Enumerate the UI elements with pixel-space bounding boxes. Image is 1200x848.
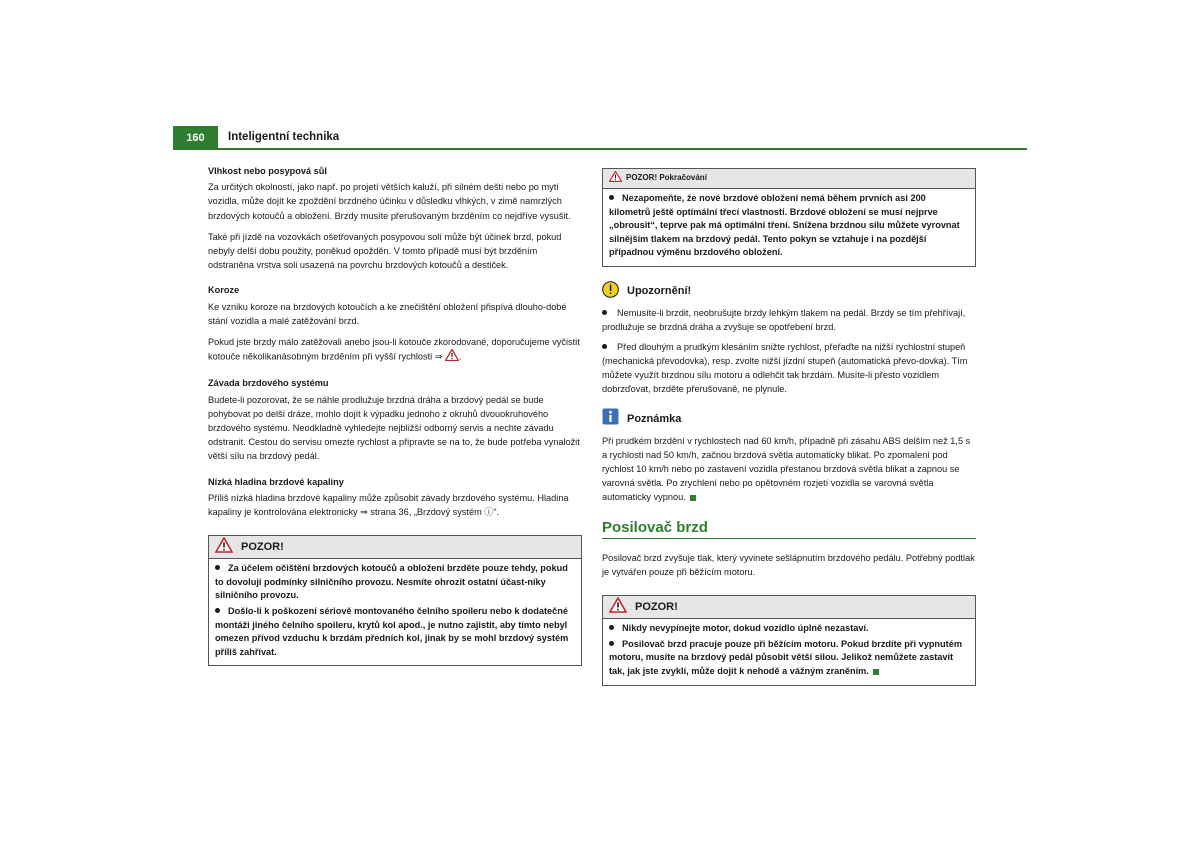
warning-triangle-icon (609, 597, 627, 617)
subheading-corrosion: Koroze (208, 285, 240, 296)
warning-body (603, 619, 975, 684)
paragraph: Budete-li pozorovat, že se náhle prodlužuje brzdná dráha a brzdový pedál se bude pohybovat po delší dráze, mohlo dojít k výpadku jednoho z okruhů dvouokruhového brzdového systému. Neodkladně vyhledejte nejbližší odborný servis a nechte závadu odstranit. Cestou do servisu omezte rychlost a připravte se na to, že bude potřeba vynaložit větší sílu na brzdový pedál. (208, 394, 580, 462)
note-title: Poznámka (627, 412, 682, 425)
note-heading (602, 408, 976, 429)
warning-triangle-icon (215, 537, 233, 557)
list-item: Před dlouhým a prudkým klesáním snižte rychlost, přeřaďte na nižší rychlostní stupeň (mechanická převodovka), resp. zvolte nižší jízdní stupeň (automatická převo-dovka). Tím můžete využít brzdnou sílu motoru a odlehčit tak brzdám. Musíte-li přesto vozidlem dobrzďovat, brzděte přerušovaně, ne plynule. (602, 341, 968, 395)
warning-box-header (209, 536, 581, 559)
warning-triangle-icon (609, 171, 622, 186)
caution-heading (602, 281, 976, 302)
list-item: Posilovač brzd pracuje pouze při běžícím motoru. Pokud brzdíte při vypnutém motoru, musíte na brzdový pedál působit větší silou. Jelikož nemůžete zastavit tak, jak jste zvyklí, může dojít k nehodě a vážným zraněním. (609, 638, 962, 676)
warning-body (209, 559, 581, 665)
page-header (173, 126, 1027, 150)
warning-title: POZOR! (635, 601, 678, 614)
warning-continued-box (602, 168, 976, 267)
paragraph-text: Pokud jste brzdy málo zatěžovali anebo jsou-li kotouče zkorodované, doporučujeme vyčistit kotouče několikanásobným brzděním při vyšší rychlosti ⇒ (208, 337, 580, 362)
list-item: Nezapomeňte, že nové brzdové obložení nemá během prvních asi 200 kilometrů ještě optimální třecí vlastnosti. Brzdové obložení se musí nejprve „obrousit“, teprve pak má optimální tření. Snížena brzdnou sílu můžete vyrovnat silnějším tlakem na brzdový pedál. Tento pokyn se vztahuje i na pozdější případnou výměnu brzdového obložení. (609, 193, 960, 258)
section-title: Posilovač brzd (602, 521, 976, 539)
left-column (208, 164, 582, 666)
warning-continued-title: POZOR! Pokračování (626, 173, 707, 183)
right-column (602, 168, 976, 686)
note-text: Při prudkém brzdění v rychlostech nad 60 km/h, případně při zásahu ABS delším než 1,5 s a rychlosti nad 50 km/h, začnou brzdová světla automaticky blikat. Po zpomalení pod rychlost 10 km/h nebo po zastavení vozidla přestanou brzdová světla blikat a zapnou se varovná světla. Po zrychlení nebo po opětovném rozjetí vozidla se varovná světla automaticky vypnou. (602, 435, 971, 503)
warning-box-header (603, 596, 975, 619)
warning-box (208, 535, 582, 666)
warning-triangle-icon[interactable] (445, 349, 459, 365)
subheading-moisture: Vlhkost nebo posypová sůl (208, 166, 327, 176)
header-rule (173, 148, 1027, 150)
caution-title: Upozornění! (627, 285, 692, 298)
end-mark-icon (873, 669, 879, 675)
caution-circle-icon (602, 281, 619, 302)
chapter-title: Inteligentní technika (228, 131, 340, 143)
subheading-brake-fluid: Nízká hladina brzdové kapaliny (208, 476, 344, 487)
warning-continued-header (603, 169, 975, 189)
page-number: 160 (173, 126, 218, 149)
warning-title: POZOR! (241, 541, 284, 554)
paragraph: Pokud jste brzdy málo zatěžovali anebo jsou-li kotouče zkorodované, doporučujeme vyčistit kotouče několikanásobným brzděním při vyšší rychlosti ⇒ . (208, 335, 582, 365)
paragraph: Příliš nízká hladina brzdové kapaliny může způsobit závady brzdového systému. Hladina kapaliny je kontrolována elektronicky ⇒ strana 36, „Brzdový systém ⓘ“. (208, 492, 569, 518)
end-mark-icon (690, 495, 696, 501)
paragraph: Ke vzniku koroze na brzdových kotoučích a ke znečištění obložení přispívá dlouho-dobé stání vozidla a malé zatěžování brzd. (208, 301, 567, 326)
warning-body (603, 189, 975, 266)
list-item: Došlo-li k poškození sériově montovaného čelního spoileru nebo k dodatečné montáži jiného čelního spoileru, krytů kol apod., je nutno zajistit, aby tímto nebyl omezen přívod vzduchu k brzdám předních kol, jinak by se mohl brzdový systém příliš zahřívat. (215, 606, 569, 657)
paragraph: Za určitých okolností, jako např. po projetí větších kaluží, při silném dešti nebo po mytí vozidla, může dojít ke zpoždění brzdného účinku v důsledku vlhkých, v zimě namrzlých brzdových kotoučů a obložení. Brzdy musíte přerušovaným brzděním co nejdříve vysušit. (208, 182, 571, 221)
warning-box (602, 595, 976, 685)
list-item: Nemusíte-li brzdit, neobrušujte brzdy lehkým tlakem na pedál. Brzdy se tím přehřívají, prodlužuje se brzdná dráha a zvyšuje se opotřebení brzd. (602, 308, 966, 333)
list-item: Za účelem očištění brzdových kotoučů a obložení brzděte pouze tehdy, pokud to dovolují podmínky silničního provozu. Nesmíte ohrozit ostatní účast-níky silničního provozu. (215, 563, 568, 601)
paragraph: Také při jízdě na vozovkách ošetřovaných posypovou solí může být účinek brzd, pokud nebyly delší dobu použity, poněkud opožděn. V tomto případě musí být brzděním odstraněna vrstva soli usazená na povrchu brzdových kotoučů a destiček. (208, 231, 562, 271)
info-icon (602, 408, 619, 429)
list-item: Nikdy nevypínejte motor, dokud vozidlo úplně nezastaví. (609, 622, 969, 636)
subheading-brake-fault: Závada brzdového systému (208, 378, 329, 389)
paragraph: Posilovač brzd zvyšuje tlak, který vyvinete sešlápnutím brzdového pedálu. Potřebný podtlak je vytvářen pouze při běžícím motoru. (602, 552, 975, 578)
